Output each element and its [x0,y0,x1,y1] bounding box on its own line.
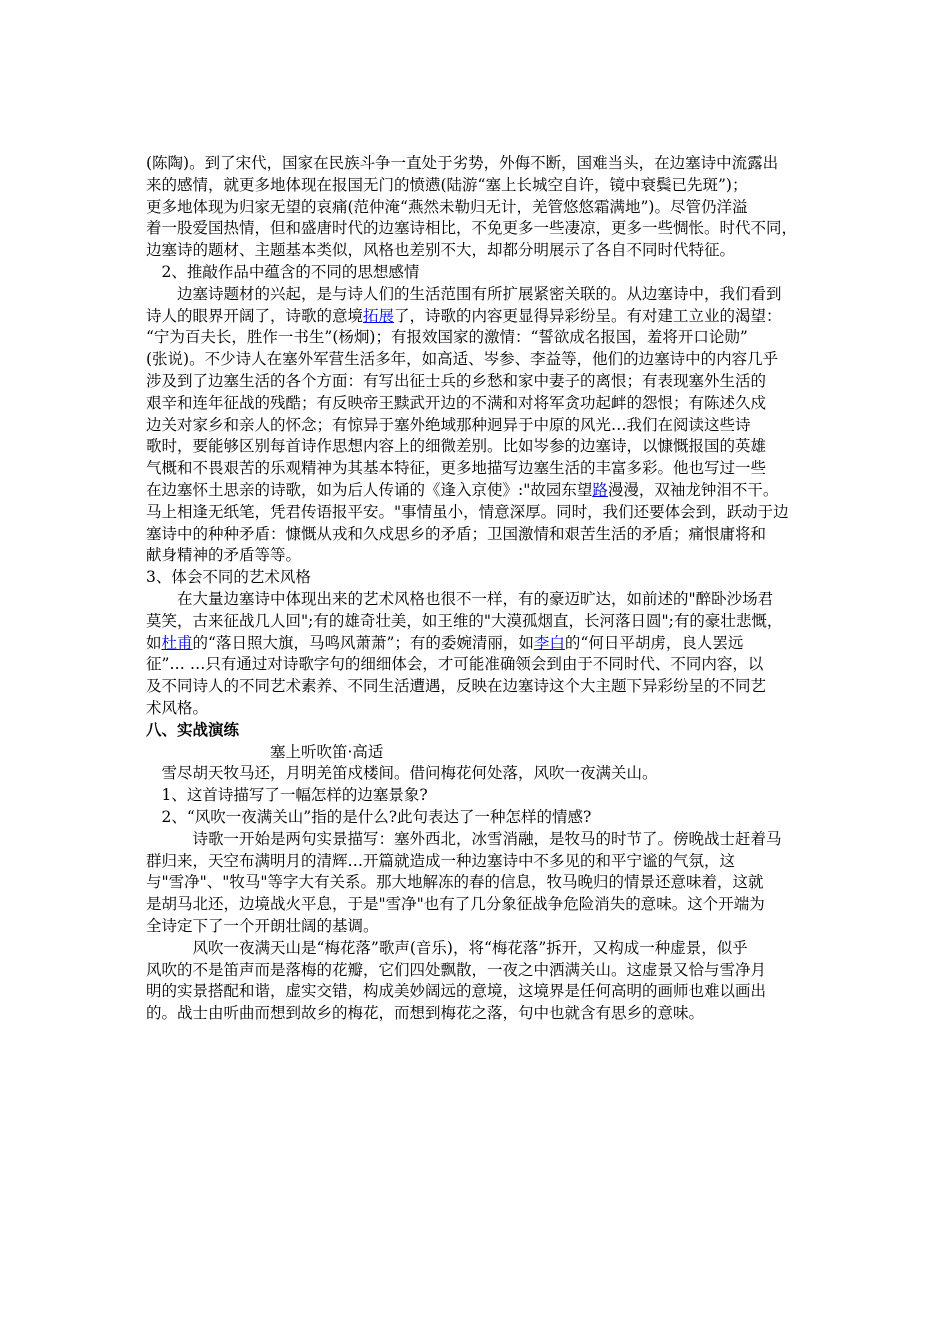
text-line [146,785,428,805]
text-line [146,851,735,871]
section-heading [146,720,239,740]
text-segment: 3、体会不同的艺术风格 [146,568,311,587]
text-line [146,589,773,609]
text-segment: 在边塞怀土思亲的诗歌，如为后人传诵的《逢入京使》:"故园东望 [146,481,593,499]
text-segment: 涉及到了边塞生活的各个方面：有写出征士兵的乡愁和家中妻子的离恨；有表现塞外生活的 [146,372,767,390]
text-segment: 2、推敲作品中蕴含的不同的思想感情 [146,263,420,281]
text-segment: 如 [146,633,162,652]
text-line [146,175,747,195]
text-segment: (陈陶)。到了宋代，国家在民族斗争一直处于劣势，外侮不断，国难当头，在边塞诗中流露出 [146,154,779,172]
text-segment: 群归来，天空布满明月的清辉…开篇就造成一种边塞诗中不多见的和平宁谧的气氛，这 [146,851,736,870]
text-line [146,938,748,958]
text-segment: 风吹的不是笛声而是落梅的花瓣，它们四处飘散，一夜之中洒满关山。这虚景又恰与雪净月 [146,960,767,979]
text-segment: 的。战士由听曲而想到故乡的梅花，而想到梅花之落，句中也就含有思乡的意味。 [146,1004,705,1023]
text-segment: 风吹一夜满天山是“梅花落”歌声(音乐)，将“梅花落”拆开，又构成一种虚景，似乎 [146,938,748,957]
text-segment: 莫笑，古来征战几人回";有的雄奇壮美，如王维的"大漠孤烟直，长河落日圆";有的豪壮悲慨， [146,611,783,630]
text-segment: 漫漫，双袖龙钟泪不干。 [607,481,779,499]
text-line [146,153,778,173]
text-segment: 歌时，要能够区别每首诗作思想内容上的细微差别。比如岑参的边塞诗，以慷慨报国的英雄 [146,437,767,456]
hyperlink[interactable]: 路 [592,481,608,499]
text-line [146,371,766,391]
text-segment: 着一股爱国热情，但和盛唐时代的边塞诗相比，不免更多一些凄凉，更多一些惆怅。时代不同， [146,219,798,238]
text-line [146,240,735,260]
text-line [146,415,751,435]
text-line [146,742,383,762]
text-line [146,916,379,936]
text-segment: 献身精神的矛盾等等。 [146,546,302,565]
text-line [146,872,764,892]
text-line [146,480,778,500]
text-segment: 了，诗歌的内容更显得异彩纷呈。有对建工立业的渴望： [394,306,782,325]
text-segment: “宁为百夫长，胜作一书生”(杨炯)；有报效国家的激情：“誓欲成名报国，羞将开口论勋” [146,328,748,347]
text-segment: 来的感情，就更多地体现在报国无门的愤懑(陆游“塞上长城空自许，镜中衰鬓已先斑”)； [146,175,748,194]
hyperlink[interactable]: 杜甫 [161,633,193,652]
text-segment: 明的实景搭配和谐，虚实交错，构成美妙阔远的意境，这境界是任何高明的画师也难以画出 [146,982,767,1001]
text-line [146,676,766,696]
text-line [146,262,419,282]
text-segment: 术风格。 [146,699,209,717]
text-segment: 2、“风吹一夜满关山”指的是什么?此句表达了一种怎样的情感? [146,808,592,826]
hyperlink[interactable]: 拓展 [363,306,395,325]
text-segment: 1、这首诗描写了一幅怎样的边塞景象? [146,786,428,805]
text-segment: 及不同诗人的不同艺术素养、不同生活遭遇，反映在边塞诗这个大主题下异彩纷呈的不同艺 [146,677,767,696]
text-line [146,306,782,326]
text-segment: 征”… …只有通过对诗歌字句的细细体会，才可能准确领会到由于不同时代、不同内容，以 [146,655,764,674]
text-line [146,284,782,304]
text-segment: 与"雪净"、"牧马"等字大有关系。那大地解冻的春的信息，牧马晚归的情景还意味着，这就 [146,873,764,892]
text-line [146,218,797,238]
text-line [146,654,763,674]
text-segment: 更多地体现为归家无望的哀痛(范仲淹“燕然未勒归无计，羌管悠悠霜满地”)。尽管仍洋溢 [146,197,748,216]
text-segment: (张说)。不少诗人在塞外军营生活多年，如高适、岑参、李益等，他们的边塞诗中的内容几乎 [146,350,779,369]
hyperlink[interactable]: 李白 [533,633,565,652]
text-line [146,393,766,413]
text-segment: 边塞诗的题材、主题基本类似，风格也差别不大，却都分明展示了各自不同时代特征。 [146,241,736,260]
text-line [146,458,766,478]
text-segment: 马上相逢无纸笔，凭君传语报平安。"事情虽小，情意深厚。同时，我们还要体会到，跃动于边 [146,502,789,521]
text-segment: 气概和不畏艰苦的乐观精神为其基本特征，更多地描写边塞生活的丰富多彩。他也写过一些 [146,459,767,478]
text-line [146,197,747,217]
text-line [146,436,766,456]
text-segment: 边塞诗题材的兴起，是与诗人们的生活范围有所扩展紧密关联的。从边塞诗中，我们看到 [146,284,782,303]
text-segment: 是胡马北还，边境战火平息，于是"雪净"也有了几分象征战争危险消失的意味。这个开端为 [146,895,765,914]
text-line [146,611,782,631]
text-line [146,633,743,653]
text-line [146,567,311,587]
text-line [146,960,766,980]
text-segment: 诗人的眼界开阔了，诗歌的意境 [146,306,364,325]
text-line [146,502,789,522]
text-line [146,763,658,783]
text-line [146,327,748,347]
text-segment: 艰辛和连年征战的残酷；有反映帝王黩武开边的不满和对将军贪功起衅的怨恨；有陈述久戍 [146,393,767,412]
text-line [146,829,782,849]
text-line [146,981,766,1001]
text-segment: 塞诗中的种种矛盾：慷慨从戎和久戍思乡的矛盾；卫国激情和艰苦生活的矛盾；痛恨庸将和 [146,524,767,543]
text-line [146,698,208,718]
text-segment: 边关对家乡和亲人的怀念；有惊异于塞外绝域那种迥异于中原的风光…我们在阅读这些诗 [146,415,751,434]
text-line [146,349,778,369]
text-line [146,807,591,827]
text-segment: 八、实战演练 [146,719,240,739]
text-line [146,524,766,544]
text-line [146,545,301,565]
text-line [146,894,765,914]
text-segment: 塞上听吹笛·高适 [146,742,384,761]
text-segment: 诗歌一开始是两句实景描写：塞外西北，冰雪消融，是牧马的时节了。傍晚战士赶着马 [146,829,782,848]
text-segment: 全诗定下了一个开朗壮阔的基调。 [146,917,379,935]
text-segment: 在大量边塞诗中体现出来的艺术风格也很不一样，有的豪迈旷达，如前述的"醉卧沙场君 [146,590,774,608]
text-segment: 的“何日平胡虏，良人罢远 [564,633,744,652]
text-line [146,1003,704,1023]
text-segment: 的“落日照大旗，马鸣风萧萧”；有的委婉清丽，如 [192,633,534,652]
text-segment: 雪尽胡天牧马还，月明羌笛戍楼间。借问梅花何处落，风吹一夜满关山。 [146,764,658,783]
